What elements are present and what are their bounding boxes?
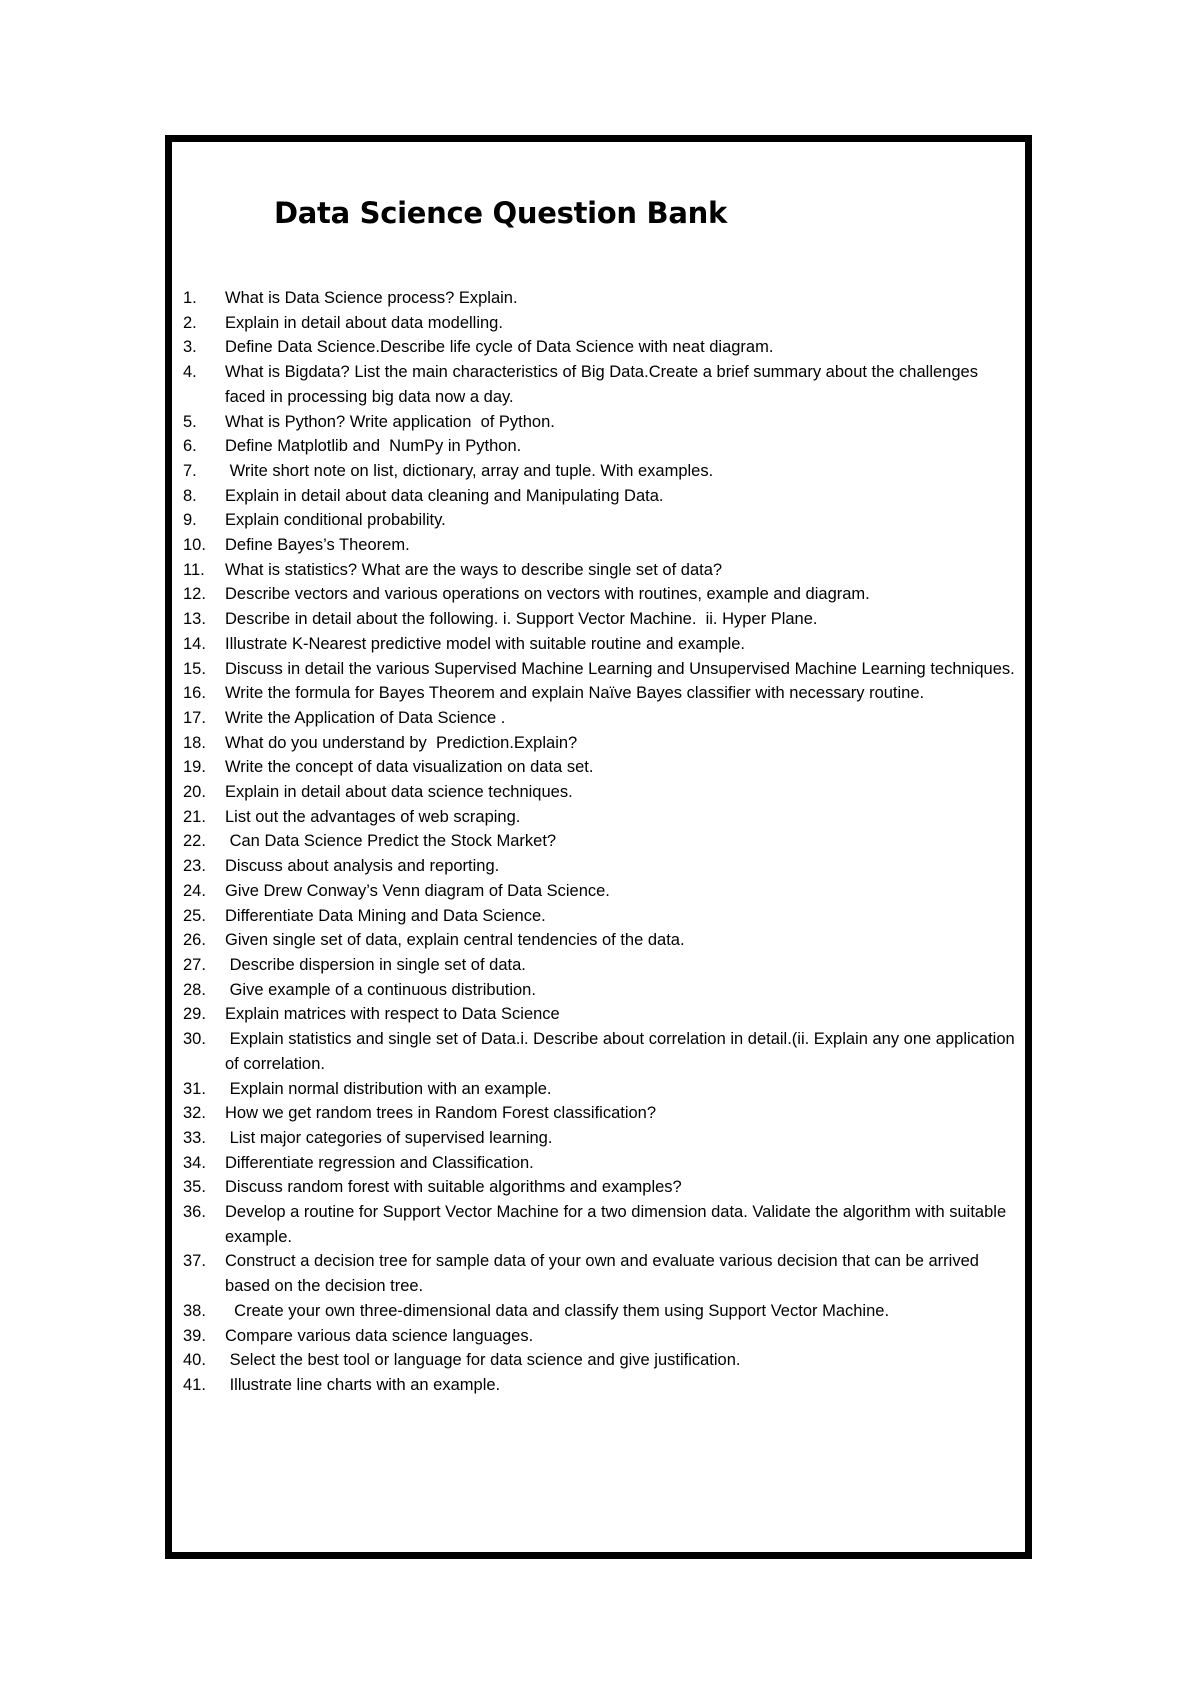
- question-item: [183, 1324, 1015, 1349]
- question-text: Write short note on list, dictionary, array and tuple. With examples.: [225, 461, 714, 480]
- question-item: [183, 1077, 1015, 1102]
- question-list: [183, 286, 1020, 1398]
- question-text: Explain conditional probability.: [225, 511, 446, 530]
- question-number: 27.: [183, 955, 206, 974]
- question-number: 2.: [183, 313, 197, 332]
- question-number: 34.: [183, 1153, 206, 1172]
- question-number: 24.: [183, 881, 206, 900]
- question-item: [183, 681, 1015, 706]
- question-number: 4.: [183, 363, 197, 382]
- question-text: Construct a decision tree for sample data of your own and evaluate various decision that can be arrived based on the decision tree.: [225, 1252, 984, 1296]
- question-item: [183, 854, 1015, 879]
- question-number: 8.: [183, 486, 197, 505]
- question-item: [183, 1348, 1015, 1373]
- question-text: List major categories of supervised learning.: [225, 1128, 553, 1147]
- question-number: 1.: [183, 289, 197, 307]
- question-text: What is Python? Write application of Python.: [225, 412, 555, 431]
- question-item: [183, 1002, 1015, 1027]
- question-item: [183, 1200, 1015, 1249]
- question-text: What is Data Science process? Explain.: [225, 289, 518, 307]
- document-title: Data Science Question Bank: [274, 196, 727, 230]
- question-text: Illustrate K-Nearest predictive model with suitable routine and example.: [225, 634, 746, 653]
- question-item: [183, 335, 1015, 360]
- question-text: Explain in detail about data modelling.: [225, 313, 503, 332]
- question-text: Discuss random forest with suitable algorithms and examples?: [225, 1178, 682, 1197]
- question-text: Select the best tool or language for data science and give justification.: [225, 1351, 741, 1370]
- question-number: 30.: [183, 1030, 206, 1049]
- question-number: 5.: [183, 412, 197, 431]
- question-text: How we get random trees in Random Forest classification?: [225, 1104, 657, 1123]
- question-number: 22.: [183, 832, 206, 851]
- question-number: 37.: [183, 1252, 206, 1271]
- question-item: [183, 1027, 1020, 1076]
- question-item: [183, 1126, 1015, 1151]
- question-number: 15.: [183, 659, 206, 678]
- question-number: 25.: [183, 906, 206, 925]
- question-number: 39.: [183, 1326, 206, 1345]
- question-text: Create your own three-dimensional data and classify them using Support Vector Machine.: [225, 1301, 890, 1320]
- question-number: 17.: [183, 708, 206, 727]
- question-text: Describe dispersion in single set of data.: [225, 955, 526, 974]
- question-item: [183, 1175, 1015, 1200]
- question-item: [183, 484, 1015, 509]
- question-item: [183, 953, 1015, 978]
- question-text: Describe in detail about the following. i. Support Vector Machine. ii. Hyper Plane.: [225, 610, 818, 629]
- question-item: [183, 657, 1015, 682]
- question-text: Write the formula for Bayes Theorem and explain Naïve Bayes classifier with necessary routine.: [225, 684, 925, 703]
- question-number: 21.: [183, 807, 206, 826]
- question-text: What is Bigdata? List the main characteristics of Big Data.Create a brief summary about the challenges faced in processing big data now a day.: [225, 363, 983, 406]
- question-text: Write the concept of data visualization on data set.: [225, 758, 594, 777]
- question-item: [183, 410, 1015, 435]
- question-number: 10.: [183, 536, 206, 555]
- question-number: 29.: [183, 1005, 206, 1024]
- question-item: [183, 978, 1015, 1003]
- question-item: [183, 1151, 1015, 1176]
- question-number: 12.: [183, 585, 206, 604]
- question-number: 36.: [183, 1203, 206, 1222]
- question-number: 6.: [183, 437, 197, 456]
- question-text: Define Bayes’s Theorem.: [225, 536, 410, 555]
- question-number: 26.: [183, 931, 206, 950]
- question-text: Describe vectors and various operations on vectors with routines, example and diagram.: [225, 585, 870, 604]
- question-text: Explain matrices with respect to Data Science: [225, 1005, 560, 1024]
- question-text: Illustrate line charts with an example.: [225, 1375, 501, 1394]
- question-item: [183, 286, 1015, 311]
- question-number: 9.: [183, 511, 197, 530]
- question-text: Discuss about analysis and reporting.: [225, 857, 500, 876]
- question-text: Explain in detail about data science techniques.: [225, 783, 573, 802]
- question-text: Explain in detail about data cleaning and Manipulating Data.: [225, 486, 664, 505]
- question-item: [183, 1249, 1015, 1298]
- question-text: Develop a routine for Support Vector Machine for a two dimension data. Validate the algorithm with suitable example.: [225, 1203, 1011, 1246]
- question-item: [183, 311, 1015, 336]
- question-number: 41.: [183, 1375, 206, 1394]
- question-number: 32.: [183, 1104, 206, 1123]
- question-text: Write the Application of Data Science .: [225, 708, 506, 727]
- question-item: [183, 434, 1015, 459]
- question-item: [183, 755, 1015, 780]
- question-text: Differentiate Data Mining and Data Science.: [225, 906, 546, 925]
- question-text: What do you understand by Prediction.Explain?: [225, 733, 578, 752]
- question-item: [183, 928, 1015, 953]
- question-text: Can Data Science Predict the Stock Market?: [225, 832, 557, 851]
- question-item: [183, 1373, 1015, 1398]
- question-item: [183, 1299, 1015, 1324]
- question-item: [183, 508, 1015, 533]
- question-text: Define Data Science.Describe life cycle of Data Science with neat diagram.: [225, 338, 774, 357]
- question-number: 20.: [183, 783, 206, 802]
- question-number: 19.: [183, 758, 206, 777]
- question-item: [183, 805, 1015, 830]
- question-item: [183, 879, 1015, 904]
- question-number: 18.: [183, 733, 206, 752]
- question-item: [183, 829, 1015, 854]
- question-item: [183, 780, 1015, 805]
- question-number: 35.: [183, 1178, 206, 1197]
- question-number: 31.: [183, 1079, 206, 1098]
- question-text: List out the advantages of web scraping.: [225, 807, 521, 826]
- question-item: [183, 360, 1015, 409]
- question-text: Explain normal distribution with an example.: [225, 1079, 552, 1098]
- question-text: Explain statistics and single set of Data.i. Describe about correlation in detail.(ii. Explain any one application of correlation.: [225, 1030, 1020, 1073]
- question-number: 40.: [183, 1351, 206, 1370]
- question-number: 13.: [183, 610, 206, 629]
- question-number: 3.: [183, 338, 197, 357]
- question-text: Differentiate regression and Classification.: [225, 1153, 534, 1172]
- question-number: 14.: [183, 634, 206, 653]
- question-item: [183, 1101, 1015, 1126]
- question-text: Given single set of data, explain central tendencies of the data.: [225, 931, 685, 950]
- question-item: [183, 582, 1015, 607]
- question-text: Discuss in detail the various Supervised Machine Learning and Unsupervised Machine Learning techniques.: [225, 659, 1015, 678]
- question-item: [183, 731, 1015, 756]
- question-text: Compare various data science languages.: [225, 1326, 534, 1345]
- question-number: 7.: [183, 461, 197, 480]
- question-item: [183, 558, 1015, 583]
- question-text: Define Matplotlib and NumPy in Python.: [225, 437, 522, 456]
- question-item: [183, 904, 1015, 929]
- question-item: [183, 459, 1015, 484]
- question-number: 23.: [183, 857, 206, 876]
- question-item: [183, 607, 1015, 632]
- question-number: 33.: [183, 1128, 206, 1147]
- question-number: 38.: [183, 1301, 206, 1320]
- question-text: Give Drew Conway’s Venn diagram of Data Science.: [225, 881, 610, 900]
- question-text: What is statistics? What are the ways to describe single set of data?: [225, 560, 723, 579]
- question-number: 28.: [183, 980, 206, 999]
- question-item: [183, 533, 1015, 558]
- question-number: 16.: [183, 684, 206, 703]
- question-item: [183, 632, 1015, 657]
- question-number: 11.: [183, 560, 205, 579]
- question-item: [183, 706, 1015, 731]
- question-text: Give example of a continuous distribution.: [225, 980, 536, 999]
